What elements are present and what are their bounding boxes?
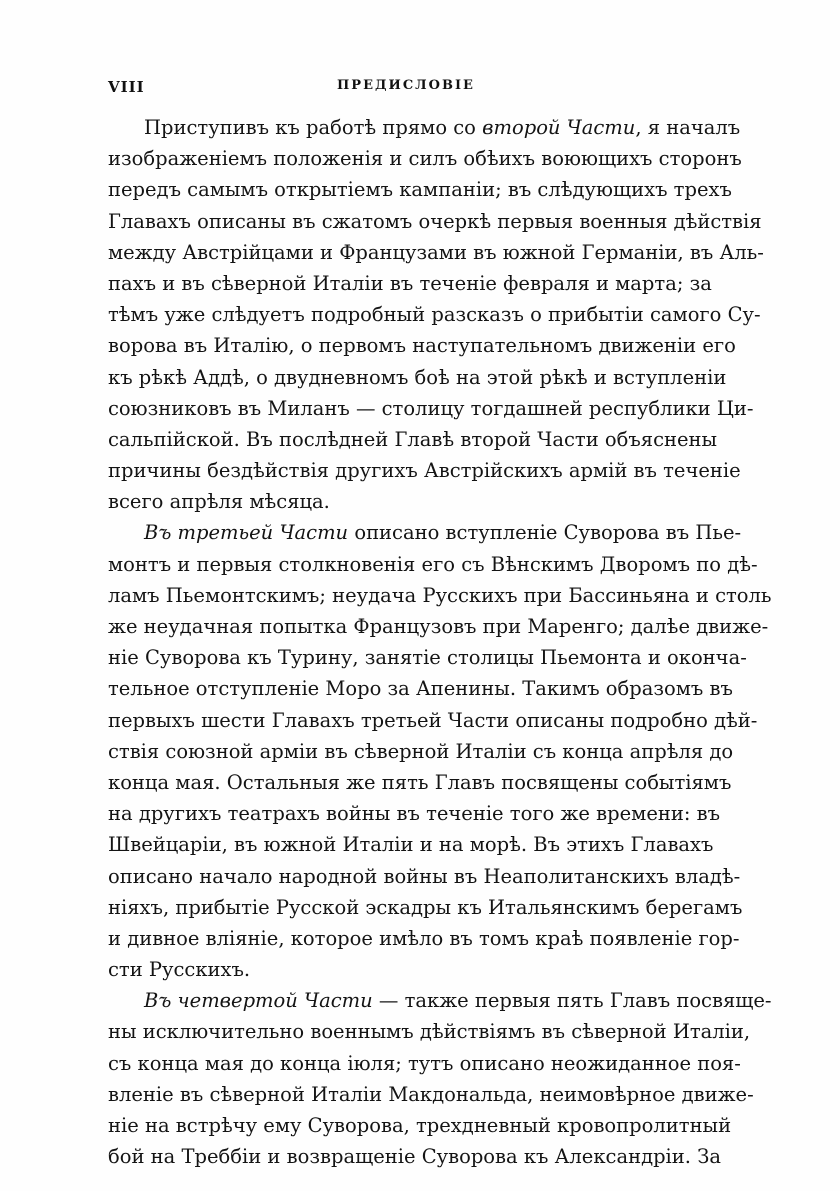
text-line: [108, 455, 741, 486]
text-line: [108, 268, 712, 299]
body-text: [108, 112, 772, 1172]
text-line: [108, 143, 742, 174]
text-segment: ламъ Пьемонтскимъ; неудача Русскихъ при Бассиньяна и столь: [108, 583, 772, 607]
text-segment: ніе на встрѣчу ему Суворова, трехдневный кровопролитный: [108, 1114, 732, 1137]
text-segment: сальпійской. Въ послѣдней Главѣ второй Части объяснены: [108, 427, 718, 451]
text-segment: ны исключительно военнымъ дѣйствіямъ въ сѣверной Италіи,: [108, 1020, 751, 1044]
text-segment: съ конца мая до конца іюля; тутъ описано неожиданное поя-: [108, 1051, 741, 1075]
text-segment: Швейцаріи, въ южной Италіи и на морѣ. Въ этихъ Главахъ: [108, 833, 714, 857]
text-line: [108, 829, 714, 860]
text-line: [108, 330, 736, 361]
text-line: [108, 424, 718, 455]
text-line: [108, 486, 704, 517]
text-segment: и дивное вліяніе, которое имѣло въ томъ краѣ появленіе гор-: [108, 926, 740, 950]
text-line: [108, 1048, 741, 1079]
text-segment: вленіе въ сѣверной Италіи Макдональда, неимовѣрное движе-: [108, 1082, 754, 1106]
text-line: [108, 1016, 751, 1047]
text-line: [108, 237, 764, 268]
text-line: [108, 393, 754, 424]
text-segment: пахъ и въ сѣверной Италіи въ теченіе февраля и марта; за: [108, 271, 712, 295]
text-line: [108, 174, 732, 205]
italic-phrase: Въ третьей Части: [144, 521, 349, 545]
section-title: ПРЕДИСЛОВІЕ: [337, 78, 475, 93]
text-line: [108, 705, 758, 736]
text-segment: ніяхъ, прибытіе Русской эскадры къ Итальянскимъ берегамъ: [108, 895, 743, 919]
text-line: [108, 798, 721, 829]
text-segment: на другихъ театрахъ войны въ теченіе того же времени: въ: [108, 802, 721, 826]
text-segment: ніе Суворова къ Турину, занятіе столицы Пьемонта и оконча-: [108, 646, 747, 670]
text-segment: сти Русскихъ.: [108, 958, 251, 982]
text-segment: — также первыя пять Главъ посвяще-: [372, 989, 772, 1013]
text-line: [108, 299, 761, 330]
text-segment: къ рѣкѣ Аддѣ, о двудневномъ боѣ на этой рѣкѣ и вступленіи: [108, 365, 727, 389]
italic-phrase: Въ четвертой Части: [144, 989, 373, 1013]
text-segment: Приступивъ къ работѣ прямо со: [144, 116, 483, 139]
text-segment: же неудачная попытка Французовъ при Маренго; далѣе движе-: [108, 615, 769, 638]
text-line: [108, 1110, 732, 1141]
paragraph: [108, 112, 764, 517]
text-line: [108, 1079, 754, 1110]
text-segment: бой на Треббіи и возвращеніе Суворова къ Александріи. За: [108, 1145, 721, 1169]
text-segment: описано вступленіе Суворова въ Пье-: [348, 521, 742, 545]
text-line: [108, 767, 732, 798]
text-segment: передъ самымъ открытіемъ кампаніи; въ слѣдующихъ трехъ: [108, 178, 732, 202]
text-line: [108, 517, 742, 548]
text-line: [108, 1141, 721, 1172]
text-segment: ствія союзной арміи въ сѣверной Италіи съ конца апрѣля до: [108, 739, 734, 763]
page-number: VIII: [108, 78, 145, 96]
text-segment: Главахъ описаны въ сжатомъ очеркѣ первыя военныя дѣйствія: [108, 209, 762, 233]
text-line: [108, 673, 733, 704]
text-line: [108, 861, 741, 892]
text-line: [108, 892, 743, 923]
text-line: [108, 580, 772, 611]
text-line: [108, 611, 769, 642]
text-segment: между Австрійцами и Французами въ южной Германіи, въ Аль-: [108, 240, 764, 264]
text-segment: союзниковъ въ Миланъ — столицу тогдашней республики Ци-: [108, 396, 754, 420]
italic-phrase: второй Части: [482, 116, 636, 139]
text-segment: описано начало народной войны въ Неаполитанскихъ владѣ-: [108, 864, 741, 888]
text-segment: тѣмъ уже слѣдуетъ подробный разсказъ о прибытіи самого Су-: [108, 303, 761, 327]
text-line: [108, 206, 762, 237]
text-line: [108, 642, 747, 673]
text-segment: всего апрѣля мѣсяца.: [108, 490, 330, 514]
text-line: [108, 362, 727, 393]
text-line: [108, 549, 758, 580]
text-segment: изображеніемъ положенія и силъ обѣихъ воюющихъ сторонъ: [108, 147, 742, 171]
text-line: [108, 923, 740, 954]
text-line: [108, 985, 772, 1016]
text-segment: , я началъ: [635, 116, 741, 139]
text-segment: ворова въ Италію, о первомъ наступательномъ движеніи его: [108, 334, 736, 358]
text-segment: причины бездѣйствія другихъ Австрійскихъ армій въ теченіе: [108, 459, 741, 483]
text-segment: тельное отступленіе Моро за Апенины. Такимъ образомъ въ: [108, 677, 733, 701]
paragraph: [108, 517, 772, 985]
text-segment: конца мая. Остальныя же пять Главъ посвящены событіямъ: [108, 770, 732, 794]
running-head: [108, 78, 704, 102]
text-segment: монтъ и первыя столкновенія его съ Вѣнскимъ Дворомъ по дѣ-: [108, 552, 758, 576]
paragraph: [108, 985, 772, 1172]
text-segment: первыхъ шести Главахъ третьей Части описаны подробно дѣй-: [108, 708, 758, 732]
text-line: [108, 736, 734, 767]
text-line: [108, 112, 741, 143]
text-line: [108, 954, 704, 985]
